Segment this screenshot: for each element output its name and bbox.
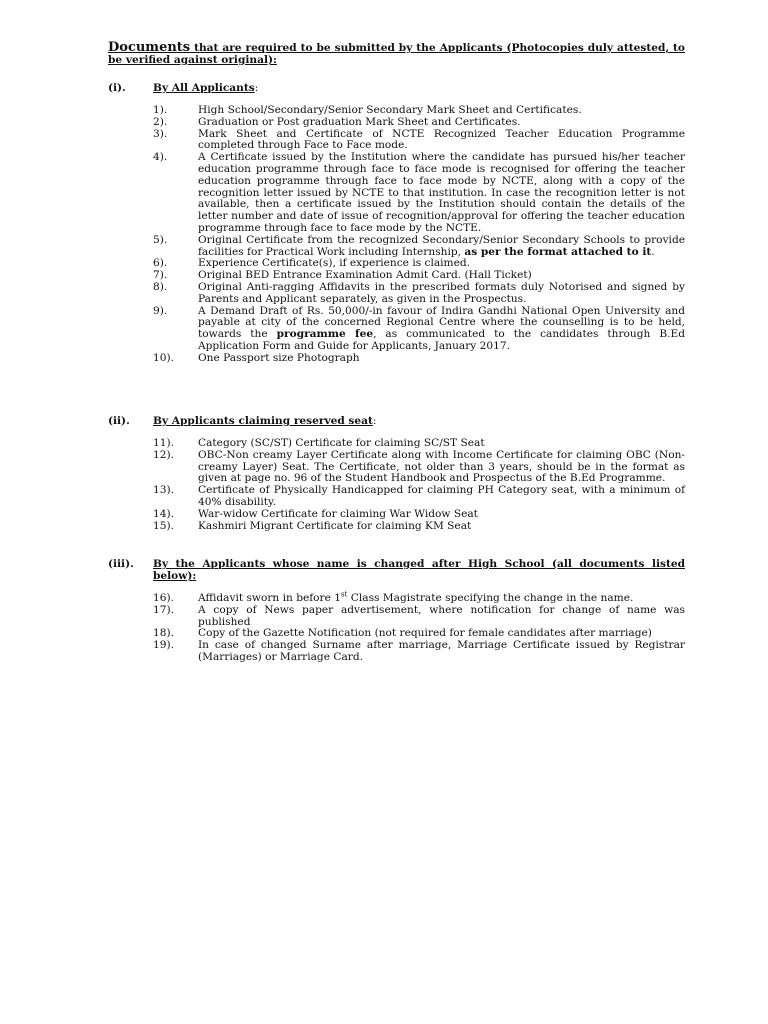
list-item: 2). Graduation or Post graduation Mark Sheet and Certificates. <box>153 115 521 128</box>
section-number: (ii). <box>108 415 130 427</box>
section-heading: By Applicants claiming reserved seat: <box>153 415 377 427</box>
list-item: 19). In case of changed Surname after marriage, Marriage Certificate issued by Registrar (Marriages) or Marriage Card. <box>153 639 685 663</box>
list-item: 17). A copy of News paper advertisement, where notification for change of name was published <box>153 603 685 628</box>
list-item: 18). Copy of the Gazette Notification (not required for female candidates after marriage) <box>153 627 652 640</box>
section-number: (iii). <box>108 558 134 570</box>
list-reserved-seat <box>153 438 685 532</box>
title-lead: Documents <box>108 40 191 55</box>
section-heading: By the Applicants whose name is changed after High School (all documents listed below): <box>153 558 685 582</box>
section-heading: By All Applicants: <box>153 82 259 94</box>
list-item: 14). War-widow Certificate for claiming War Widow Seat <box>153 507 478 520</box>
section-number: (i). <box>108 82 126 94</box>
list-item: 8). Original Anti-ragging Affidavits in the prescribed formats duly Notorised and signed by Parents and Applicant separately, as given in the Prospectus. <box>153 280 685 305</box>
list-item: 15). Kashmiri Migrant Certificate for claiming KM Seat <box>153 519 472 532</box>
list-all-applicants <box>153 105 685 365</box>
list-item: 11). Category (SC/ST) Certificate for claiming SC/ST Seat <box>153 437 485 449</box>
list-item: 5). Original Certificate from the recognized Secondary/Senior Secondary Schools to provide facilities for Practical Work including Internship, as per the format attached to it. <box>153 233 685 258</box>
list-item: 9). A Demand Draft of Rs. 50,000/-in favour of Indira Gandhi National Open University and payable at city of the concerned Regional Centre where the counselling is to be held, towards the programme fee, as communicated to the candidates through B.Ed Application Form and Guide for Applicants, January 2017. <box>153 304 686 352</box>
list-item: 1). High School/Secondary/Senior Secondary Mark Sheet and Certificates. <box>153 104 582 116</box>
title-rest: that are required to be submitted by the Applicants (Photocopies duly attested, to be verified against original): <box>108 42 685 66</box>
list-item: 10). One Passport size Photograph <box>153 351 360 364</box>
list-item: 13). Certificate of Physically Handicapped for claiming PH Category seat, with a minimum of 40% disability. <box>153 484 685 508</box>
list-item: 6). Experience Certificate(s), if experience is claimed. <box>153 257 471 270</box>
list-item: 7). Original BED Entrance Examination Admit Card. (Hall Ticket) <box>153 269 532 282</box>
list-item: 3). Mark Sheet and Certificate of NCTE Recognized Teacher Education Programme completed through Face to Face mode. <box>153 127 685 152</box>
document-title <box>108 42 685 66</box>
list-item: 16). Affidavit sworn in before 1st Class Magistrate specifying the change in the name. <box>153 590 634 604</box>
list-item: 12). OBC-Non creamy Layer Certificate along with Income Certificate for claiming OBC (Non-creamy Layer) Seat. The Certificate, not older than 3 years, should be in the format as given at page no. 96 of the Student Handbook and Prospectus of the B.Ed Programme. <box>153 448 685 485</box>
list-name-changed <box>153 590 685 664</box>
list-item: 4). A Certificate issued by the Institution where the candidate has pursued his/her teacher education programme through face to face mode is recognised for offering the teacher education programme through face to face mode by NCTE, along with a copy of the recognition letter issued by NCTE to that institution. In case the recognition letter is not available, then a certificate issued by the Institution should contain the details of the letter number and date of issue of recognition/approval for offering the teacher education programme through face to face mode by the NCTE. <box>153 151 685 234</box>
